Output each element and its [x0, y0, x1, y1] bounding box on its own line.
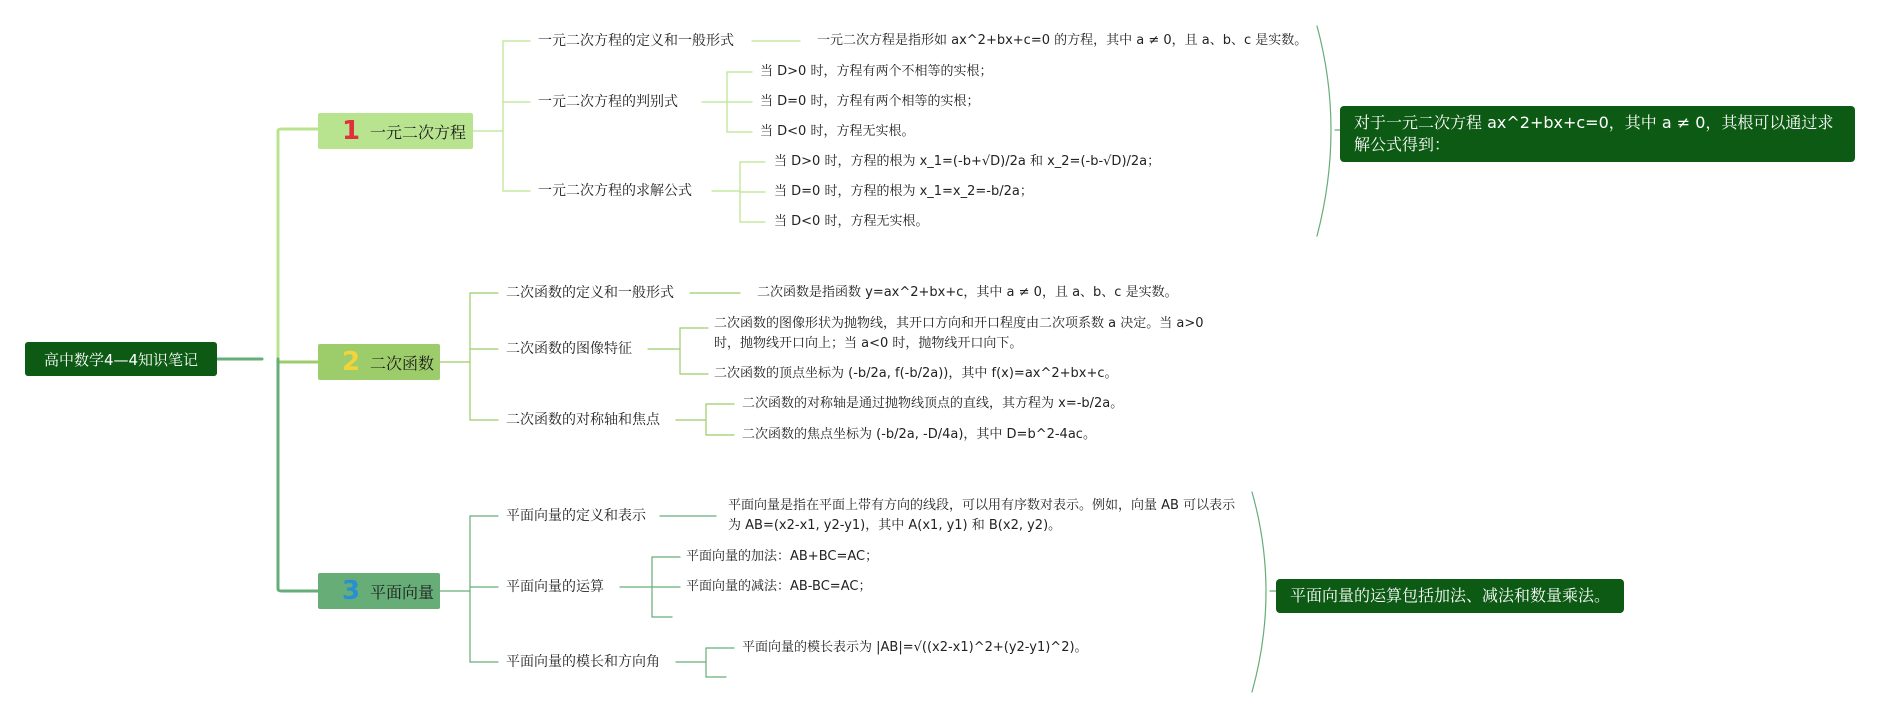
summary-plane-vector[interactable]: 平面向量的运算包括加法、减法和数量乘法。 — [1276, 579, 1624, 613]
branch-number-3: 3 — [341, 576, 361, 606]
topic-function-definition[interactable]: 二次函数的定义和一般形式 — [506, 285, 674, 301]
detail-function-definition: 二次函数是指函数 y=ax^2+bx+c，其中 a ≠ 0，且 a、b、c 是实数。 — [757, 285, 1178, 300]
branch-number-2: 2 — [341, 347, 361, 377]
detail-vector-magnitude: 平面向量的模长表示为 |AB|=√((x2-x1)^2+(y2-y1)^2)。 — [742, 640, 1088, 655]
detail-roots-negative: 当 D<0 时，方程无实根。 — [774, 214, 929, 229]
detail-vertex-coordinates: 二次函数的顶点坐标为 (-b/2a, f(-b/2a))，其中 f(x)=ax^2+bx+c。 — [714, 366, 1118, 381]
detail-discriminant-zero: 当 D=0 时，方程有两个相等的实根； — [760, 94, 980, 109]
branch-plane-vector[interactable] — [318, 573, 440, 609]
branch-label: 一元二次方程 — [370, 122, 467, 142]
detail-parabola-shape: 二次函数的图像形状为抛物线，其开口方向和开口程度由二次项系数 a 决定。当 a>0 时，抛物线开口向上；当 a<0 时，抛物线开口向下。 — [714, 316, 1204, 351]
root-topic-label: 高中数学4—4知识笔记 — [43, 350, 199, 369]
branch-label: 二次函数 — [370, 353, 435, 373]
branch-number-1: 1 — [341, 116, 361, 146]
branch-quadratic-equation[interactable] — [318, 113, 473, 149]
topic-quadratic-definition[interactable]: 一元二次方程的定义和一般形式 — [538, 33, 734, 49]
topic-root-formula[interactable]: 一元二次方程的求解公式 — [538, 183, 692, 199]
topic-axis-and-focus[interactable]: 二次函数的对称轴和焦点 — [506, 412, 660, 428]
detail-quadratic-definition: 一元二次方程是指形如 ax^2+bx+c=0 的方程，其中 a ≠ 0，且 a、b、c 是实数。 — [817, 33, 1308, 48]
topic-vector-definition[interactable]: 平面向量的定义和表示 — [506, 508, 646, 524]
detail-focus-coordinates: 二次函数的焦点坐标为 (-b/2a, -D/4a)，其中 D=b^2-4ac。 — [742, 427, 1096, 442]
detail-discriminant-negative: 当 D<0 时，方程无实根。 — [760, 124, 915, 139]
root-topic[interactable] — [25, 342, 217, 376]
detail-roots-zero: 当 D=0 时，方程的根为 x_1=x_2=-b/2a； — [774, 184, 1033, 199]
detail-symmetry-axis: 二次函数的对称轴是通过抛物线顶点的直线，其方程为 x=-b/2a。 — [742, 396, 1124, 411]
topic-vector-magnitude[interactable]: 平面向量的模长和方向角 — [506, 654, 660, 670]
detail-vector-subtraction: 平面向量的减法：AB-BC=AC； — [686, 579, 872, 594]
summary-quadratic-equation[interactable]: 对于一元二次方程 ax^2+bx+c=0，其中 a ≠ 0，其根可以通过求解公式得到： — [1340, 106, 1855, 162]
topic-discriminant[interactable]: 一元二次方程的判别式 — [538, 94, 678, 110]
detail-roots-positive: 当 D>0 时，方程的根为 x_1=(-b+√D)/2a 和 x_2=(-b-√D)/2a； — [774, 154, 1161, 169]
detail-vector-definition: 平面向量是指在平面上带有方向的线段，可以用有序数对表示。例如，向量 AB 可以表示为 AB=(x2-x1, y2-y1)，其中 A(x1, y1) 和 B(x2, y2)。 — [728, 498, 1236, 533]
detail-vector-addition: 平面向量的加法：AB+BC=AC； — [686, 549, 879, 564]
branch-label: 平面向量 — [370, 582, 435, 602]
topic-vector-operations[interactable]: 平面向量的运算 — [506, 579, 604, 595]
topic-graph-features[interactable]: 二次函数的图像特征 — [506, 341, 632, 357]
detail-discriminant-positive: 当 D>0 时，方程有两个不相等的实根； — [760, 64, 993, 79]
branch-quadratic-function[interactable] — [318, 344, 440, 380]
